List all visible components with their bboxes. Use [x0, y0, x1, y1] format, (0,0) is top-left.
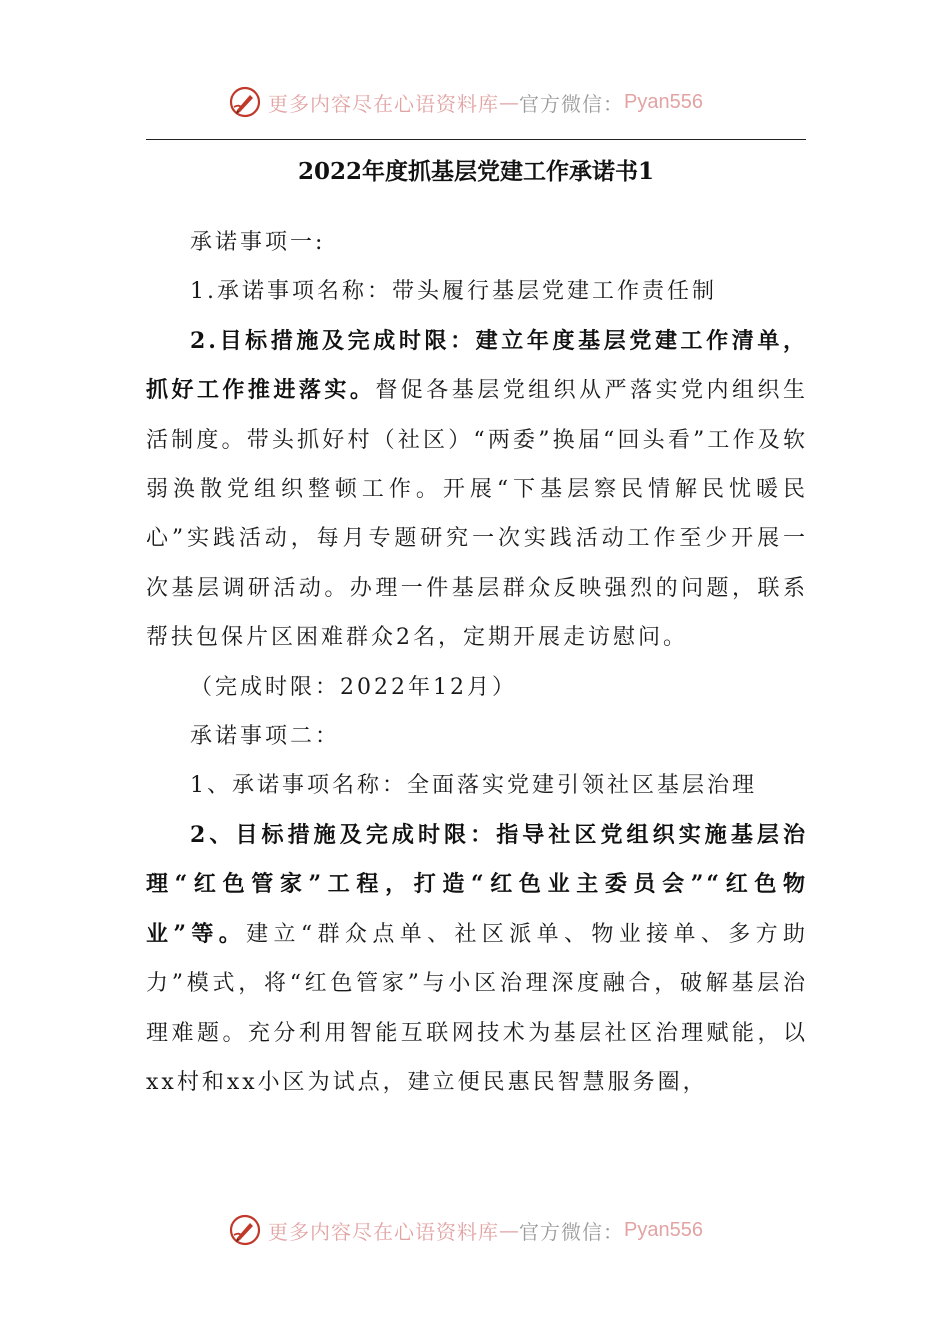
- document-title: 2022年度抓基层党建工作承诺书1: [297, 158, 655, 185]
- item1-name: 1.承诺事项名称：带头履行基层党建工作责任制: [190, 279, 717, 305]
- watermark-separator: —: [499, 90, 519, 114]
- item1-goal-text: 督促各基层党组织从严落实党内组织生活制度。带头抓好村（社区）“两委”换届“回头看”工作及软弱涣散党组织整顿工作。开展“下基层察民情解民忧暖民心”实践活动，每月专题研究一次实践活动工作至少开展一次基层调研活动。办理一件基层群众反映强烈的问题，联系帮扶包保片区困难群众2名，定期开展走访慰问。: [146, 378, 808, 651]
- header-divider: [146, 139, 806, 140]
- watermark-prefix: 更多内容尽在心语资料库: [268, 1219, 499, 1244]
- header-watermark: [228, 84, 703, 120]
- item1-heading: 承诺事项一:: [190, 230, 326, 255]
- watermark-wechat-id: Pyan556: [624, 90, 703, 113]
- pen-logo-icon: [228, 85, 262, 119]
- item2-heading: 承诺事项二：: [190, 724, 341, 750]
- footer-watermark: [228, 1212, 703, 1248]
- item2-goal: [146, 811, 808, 1107]
- item2-goal-text: 建立“群众点单、社区派单、物业接单、多方助力”模式，将“红色管家”与小区治理深度融合，破解基层治理难题。充分利用智能互联网技术为基层社区治理赋能，以xx村和xx小区为试点，建立便民惠民智慧服务圈，: [146, 921, 808, 1095]
- item2-name: 1、承诺事项名称：全面落实党建引领社区基层治理: [190, 773, 757, 799]
- pen-logo-icon: [228, 1213, 262, 1247]
- watermark-label: 官方微信：: [519, 91, 624, 116]
- watermark-label: 官方微信：: [519, 1219, 624, 1244]
- item1-goal-bold: 2.目标措施及完成时限：建立年度基层党建工作清单，抓好工作推进落实。: [146, 327, 808, 404]
- item2-goal-bold: 2、目标措施及完成时限：指导社区党组织实施基层治理“红色管家”工程，打造“红色业主委员会”“红色物业”等。: [146, 821, 808, 947]
- item1-deadline: （完成时限：2022年12月）: [190, 674, 517, 700]
- watermark-prefix: 更多内容尽在心语资料库: [268, 91, 499, 116]
- item1-goal: [146, 317, 808, 663]
- watermark-separator: —: [499, 1218, 519, 1242]
- document-body: [146, 218, 808, 1107]
- watermark-wechat-id: Pyan556: [624, 1218, 703, 1241]
